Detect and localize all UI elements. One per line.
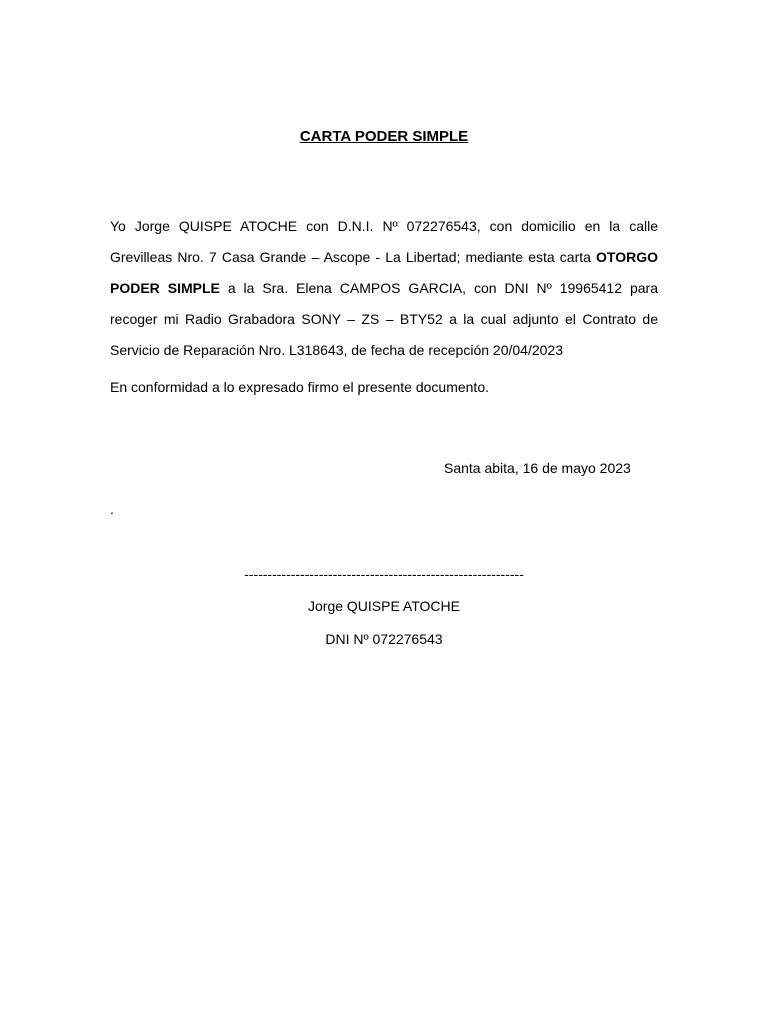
body-text-part1: Yo Jorge QUISPE ATOCHE con D.N.I. Nº 072276543, con domicilio en la calle Grevilleas Nro. 7 Casa Grande – Ascope - La Libertad; mediante esta carta: [110, 218, 658, 265]
stray-dot: .: [110, 501, 114, 517]
conformity-statement: En conformidad a lo expresado firmo el presente documento.: [110, 379, 489, 395]
document-title: CARTA PODER SIMPLE: [299, 128, 469, 145]
body-text-bold: OTORGO PODER SIMPLE: [110, 249, 658, 296]
signature-line: ------------------------------------------------------------: [244, 566, 524, 582]
signatory-name: Jorge QUISPE ATOCHE: [308, 598, 460, 614]
body-text-part2: a la Sra. Elena CAMPOS GARCIA, con DNI Nº 19965412 para recoger mi Radio Grabadora SONY – ZS – BTY52 a la cual adjunto el Contrato de Servicio de Reparación Nro. L318643, de fecha de recepción 20/04/2023: [110, 280, 658, 358]
body-paragraph: [110, 211, 658, 366]
signatory-dni: DNI Nº 072276543: [325, 631, 443, 647]
place-date: Santa abita, 16 de mayo 2023: [444, 460, 631, 476]
